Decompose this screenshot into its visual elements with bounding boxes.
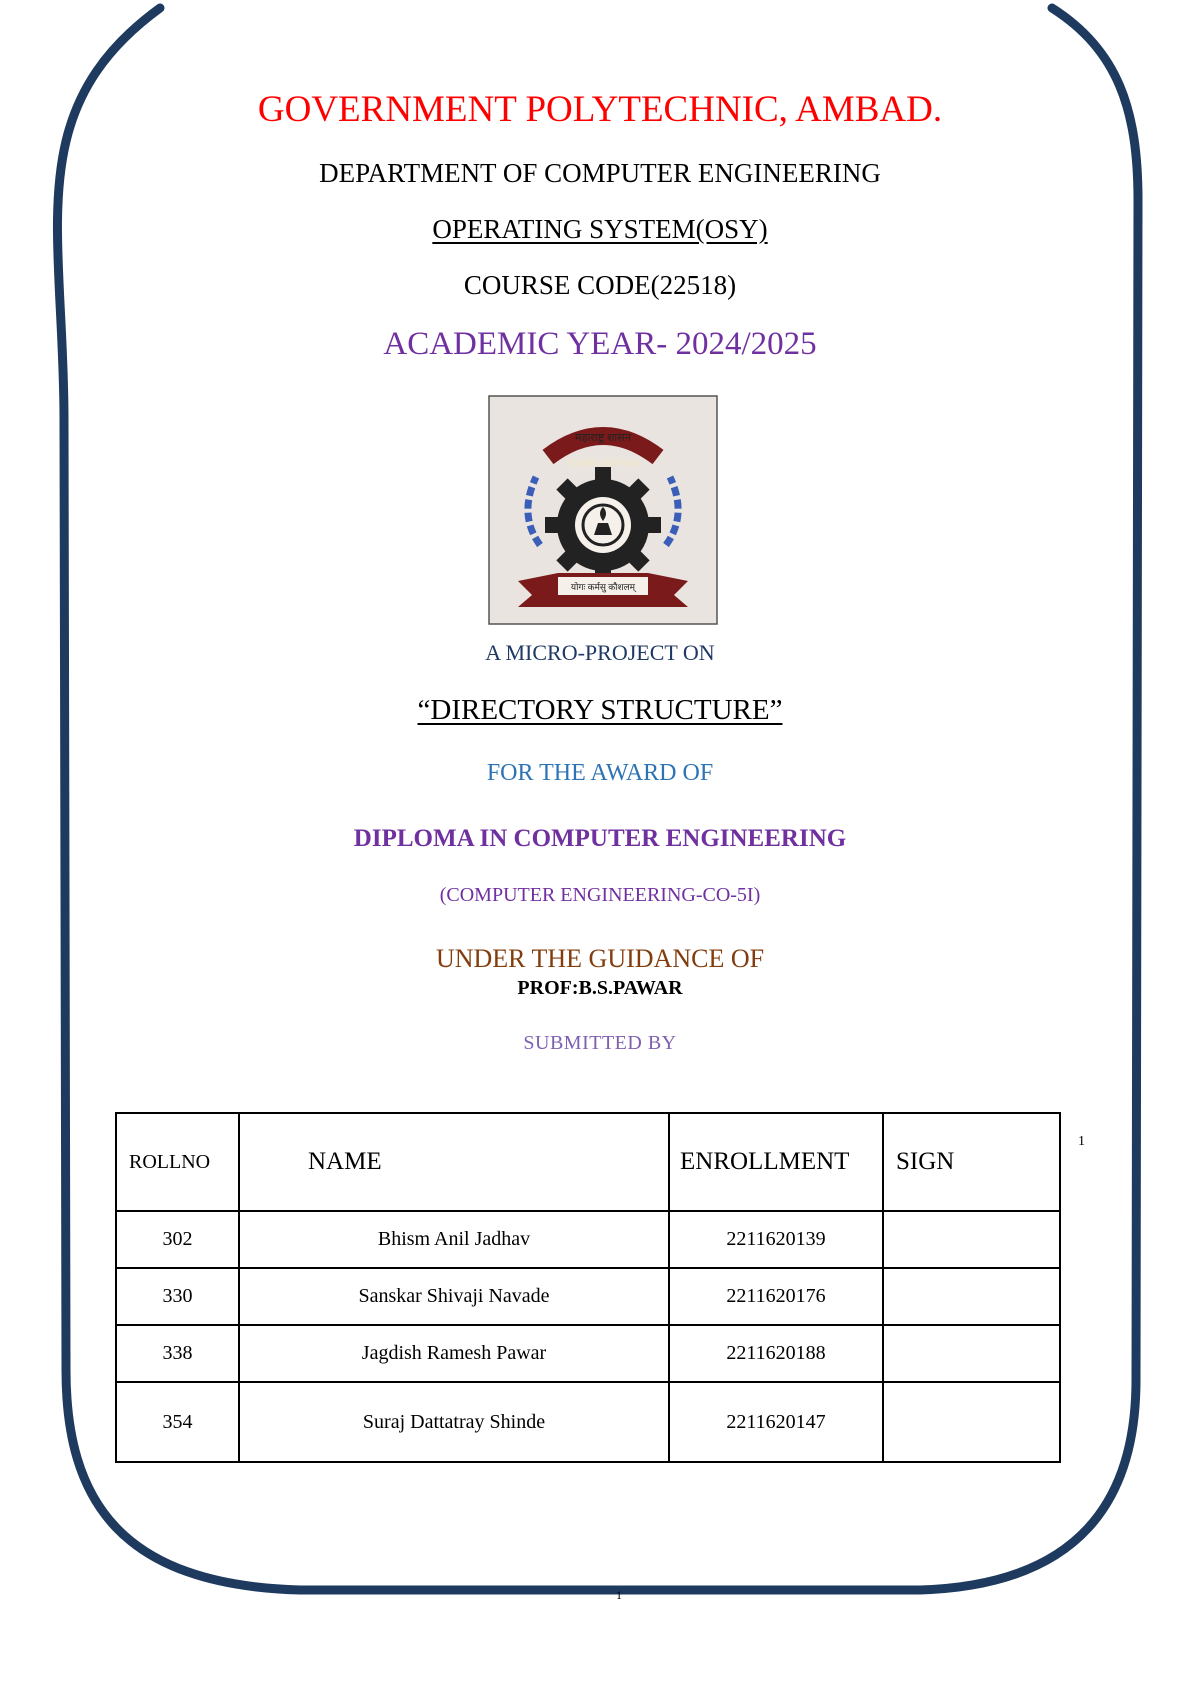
logo-top-text: महाराष्ट्र शासन: [575, 432, 631, 444]
cell-roll: 330: [116, 1268, 239, 1325]
cell-sign: [883, 1211, 1060, 1268]
cell-roll: 302: [116, 1211, 239, 1268]
header-sign: SIGN: [883, 1113, 1060, 1211]
page-number-right: 1: [1078, 1134, 1085, 1149]
header-name: NAME: [239, 1113, 669, 1211]
logo-arc-text: शासकीय तंत्रनिकेतन: [566, 459, 640, 470]
guide-name: PROF:B.S.PAWAR: [517, 977, 683, 999]
table-row: [116, 1268, 1060, 1325]
project-title: “DIRECTORY STRUCTURE”: [417, 694, 783, 726]
header-rollno: ROLLNO: [116, 1113, 239, 1211]
table-row: [116, 1382, 1060, 1462]
cell-name: Bhism Anil Jadhav: [239, 1211, 669, 1268]
cell-enrollment: 2211620188: [669, 1325, 883, 1382]
cell-name: Jagdish Ramesh Pawar: [239, 1325, 669, 1382]
cell-sign: [883, 1382, 1060, 1462]
cell-sign: [883, 1268, 1060, 1325]
cell-enrollment: 2211620139: [669, 1211, 883, 1268]
header-enrollment: ENROLLMENT: [669, 1113, 883, 1211]
cell-name: Sanskar Shivaji Navade: [239, 1268, 669, 1325]
diploma-name: DIPLOMA IN COMPUTER ENGINEERING: [353, 825, 847, 852]
academic-year: ACADEMIC YEAR- 2024/2025: [383, 326, 817, 362]
table-row: [116, 1211, 1060, 1268]
guidance-line: UNDER THE GUIDANCE OF: [435, 944, 765, 973]
institution-name: GOVERNMENT POLYTECHNIC, AMBAD.: [257, 89, 943, 130]
department-name: DEPARTMENT OF COMPUTER ENGINEERING: [319, 158, 881, 188]
program-code: (COMPUTER ENGINEERING-CO-5I): [439, 884, 761, 906]
table-header-row: [116, 1113, 1060, 1211]
table-row: [116, 1325, 1060, 1382]
cell-roll: 354: [116, 1382, 239, 1462]
page-number-bottom: 1: [616, 1588, 622, 1602]
cell-enrollment: 2211620176: [669, 1268, 883, 1325]
members-table: [115, 1112, 1061, 1463]
logo-ribbon-text: योगः कर्मसु कौशलम्: [570, 582, 636, 592]
institute-logo: [488, 395, 718, 625]
cell-enrollment: 2211620147: [669, 1382, 883, 1462]
submitted-by-label: SUBMITTED BY: [523, 1032, 677, 1054]
cell-name: Suraj Dattatray Shinde: [239, 1382, 669, 1462]
cell-roll: 338: [116, 1325, 239, 1382]
cell-sign: [883, 1325, 1060, 1382]
course-code: COURSE CODE(22518): [463, 270, 737, 300]
award-line: FOR THE AWARD OF: [486, 760, 714, 786]
subject-name: OPERATING SYSTEM(OSY): [432, 214, 768, 244]
gear-emblem-icon: [545, 467, 661, 583]
micro-project-intro: A MICRO-PROJECT ON: [485, 640, 715, 665]
